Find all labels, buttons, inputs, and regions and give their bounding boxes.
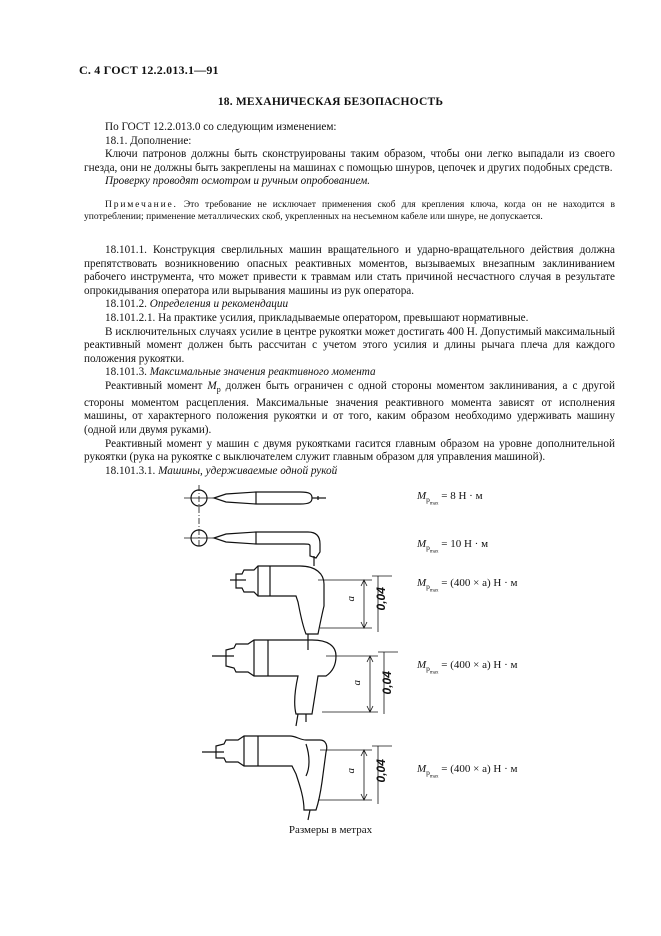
- note-text: Это требование не исключает применения скоб для крепления ключа, когда он не находится в употреблении; применение металлических скоб, укрепленных на несъемном кабеле или шнуре, не допускается.: [84, 199, 615, 222]
- two-handle-paragraph: Реактивный момент у машин с двумя рукоятками гасится главным образом на уровне дополнительной рукоятки (рука на рукоятке с выключателем служит главным образом для управления машиной).: [84, 437, 615, 464]
- clause-title: Машины, удерживаемые одной рукой: [158, 464, 338, 477]
- section-title: 18. МЕХАНИЧЕСКАЯ БЕЗОПАСНОСТЬ: [217, 96, 444, 108]
- moment-subscript: р: [426, 768, 430, 778]
- clause-title: Определения и рекомендации: [149, 298, 289, 311]
- dim-label-a-2: a: [350, 680, 363, 686]
- tool-4-drill-drawing: [212, 640, 398, 726]
- formula-5: [417, 762, 517, 785]
- clause-18-101-2-1: 18.101.2.1. На практике усилия, прикладываемые оператором, превышают нормативные.: [105, 311, 529, 324]
- moment-symbol: M: [417, 659, 427, 671]
- formula-4: [417, 658, 517, 681]
- moment-subsubscript: max: [429, 549, 439, 555]
- tool-2-cable-drawing: [184, 530, 320, 566]
- moment-symbol: M: [417, 490, 427, 502]
- tool-5-drill-drawing: [202, 736, 392, 820]
- figure-caption: Размеры в метрах: [288, 824, 373, 836]
- clause-number: 18.101.3.: [105, 366, 147, 379]
- dim-label-a-1: a: [344, 596, 357, 602]
- moment-subsubscript: max: [429, 588, 439, 594]
- formula-value: = (400 × a) Н · м: [441, 577, 518, 589]
- moment-subscript: р: [426, 543, 430, 553]
- formula-3: [417, 576, 517, 599]
- reactive-subscript: р: [216, 385, 221, 395]
- formula-value: = (400 × a) Н · м: [441, 659, 518, 671]
- reactive-text-a: Реактивный момент: [105, 379, 203, 392]
- intro-paragraph: По ГОСТ 12.2.013.0 со следующим изменением:: [105, 121, 337, 133]
- reactive-text-b: должен быть ограничен с одной стороны моментом заклинивания, а с другой стороны моментом расцепления. Максимальные значения реактивного момента зависят от исполнения машины, от характерного положения рукоятки и от того, каким образом необходимо удерживать машину (одной или двумя руками).: [84, 379, 616, 436]
- formula-value: = 10 Н · м: [441, 538, 489, 550]
- dim-label-a-3: a: [344, 768, 357, 774]
- moment-subscript: р: [426, 495, 430, 505]
- clause-title: Максимальные значения реактивного момента: [149, 366, 376, 379]
- tool-3-pistol-drawing: [230, 566, 392, 650]
- check-paragraph: Проверку проводят осмотром и ручным опробованием.: [105, 175, 371, 188]
- page-header: С. 4 ГОСТ 12.2.013.1—91: [79, 63, 219, 77]
- clause-number: 18.101.2.: [105, 298, 147, 311]
- moment-symbol: M: [417, 538, 427, 550]
- dim-label-value-1: 0,04: [373, 587, 388, 611]
- moment-subsubscript: max: [429, 670, 439, 676]
- moment-symbol: M: [417, 763, 427, 775]
- clause-18-1: 18.1. Дополнение:: [105, 134, 192, 147]
- note-label: Примечание.: [105, 199, 178, 210]
- clause-18-101-1: 18.101.1. Конструкция сверлильных машин вращательного и ударно-вращательного действия должна препятствовать возникновению опасных реактивных моментов, вызываемых внезапным заклиниванием рабочего инструмента, что может привести к травмам или стать причиной несчастного случая в результате опрокидывания оператора или вырывания машины из рук оператора.: [84, 244, 615, 297]
- moment-subscript: р: [426, 582, 430, 592]
- moment-subsubscript: max: [429, 501, 439, 507]
- exceptional-paragraph: В исключительных случаях усилие в центре рукоятки может достигать 400 Н. Допустимый максимальный реактивный момент должен быть рассчитан с учетом этого усилия и длины рычага плеча для каждого положения рукоятки.: [84, 325, 615, 365]
- tool-1-straight-drawing: [184, 485, 326, 548]
- formula-2: [417, 537, 488, 560]
- moment-subscript: р: [426, 664, 430, 674]
- formula-value: = (400 × a) Н · м: [441, 763, 518, 775]
- formula-value: = 8 Н · м: [441, 490, 483, 502]
- formula-1: [417, 489, 483, 512]
- reactive-symbol: M: [207, 379, 217, 392]
- moment-subsubscript: max: [429, 774, 439, 780]
- dim-label-value-3: 0,04: [373, 759, 388, 783]
- clause-number: 18.101.3.1.: [105, 464, 156, 477]
- keys-paragraph: Ключи патронов должны быть сконструированы таким образом, чтобы они легко выпадали из своего гнезда, они не должны быть закреплены на машинах с помощью шнуров, цепочек и других подобных средств.: [84, 148, 615, 174]
- dim-label-value-2: 0,04: [379, 671, 394, 695]
- moment-symbol: M: [417, 577, 427, 589]
